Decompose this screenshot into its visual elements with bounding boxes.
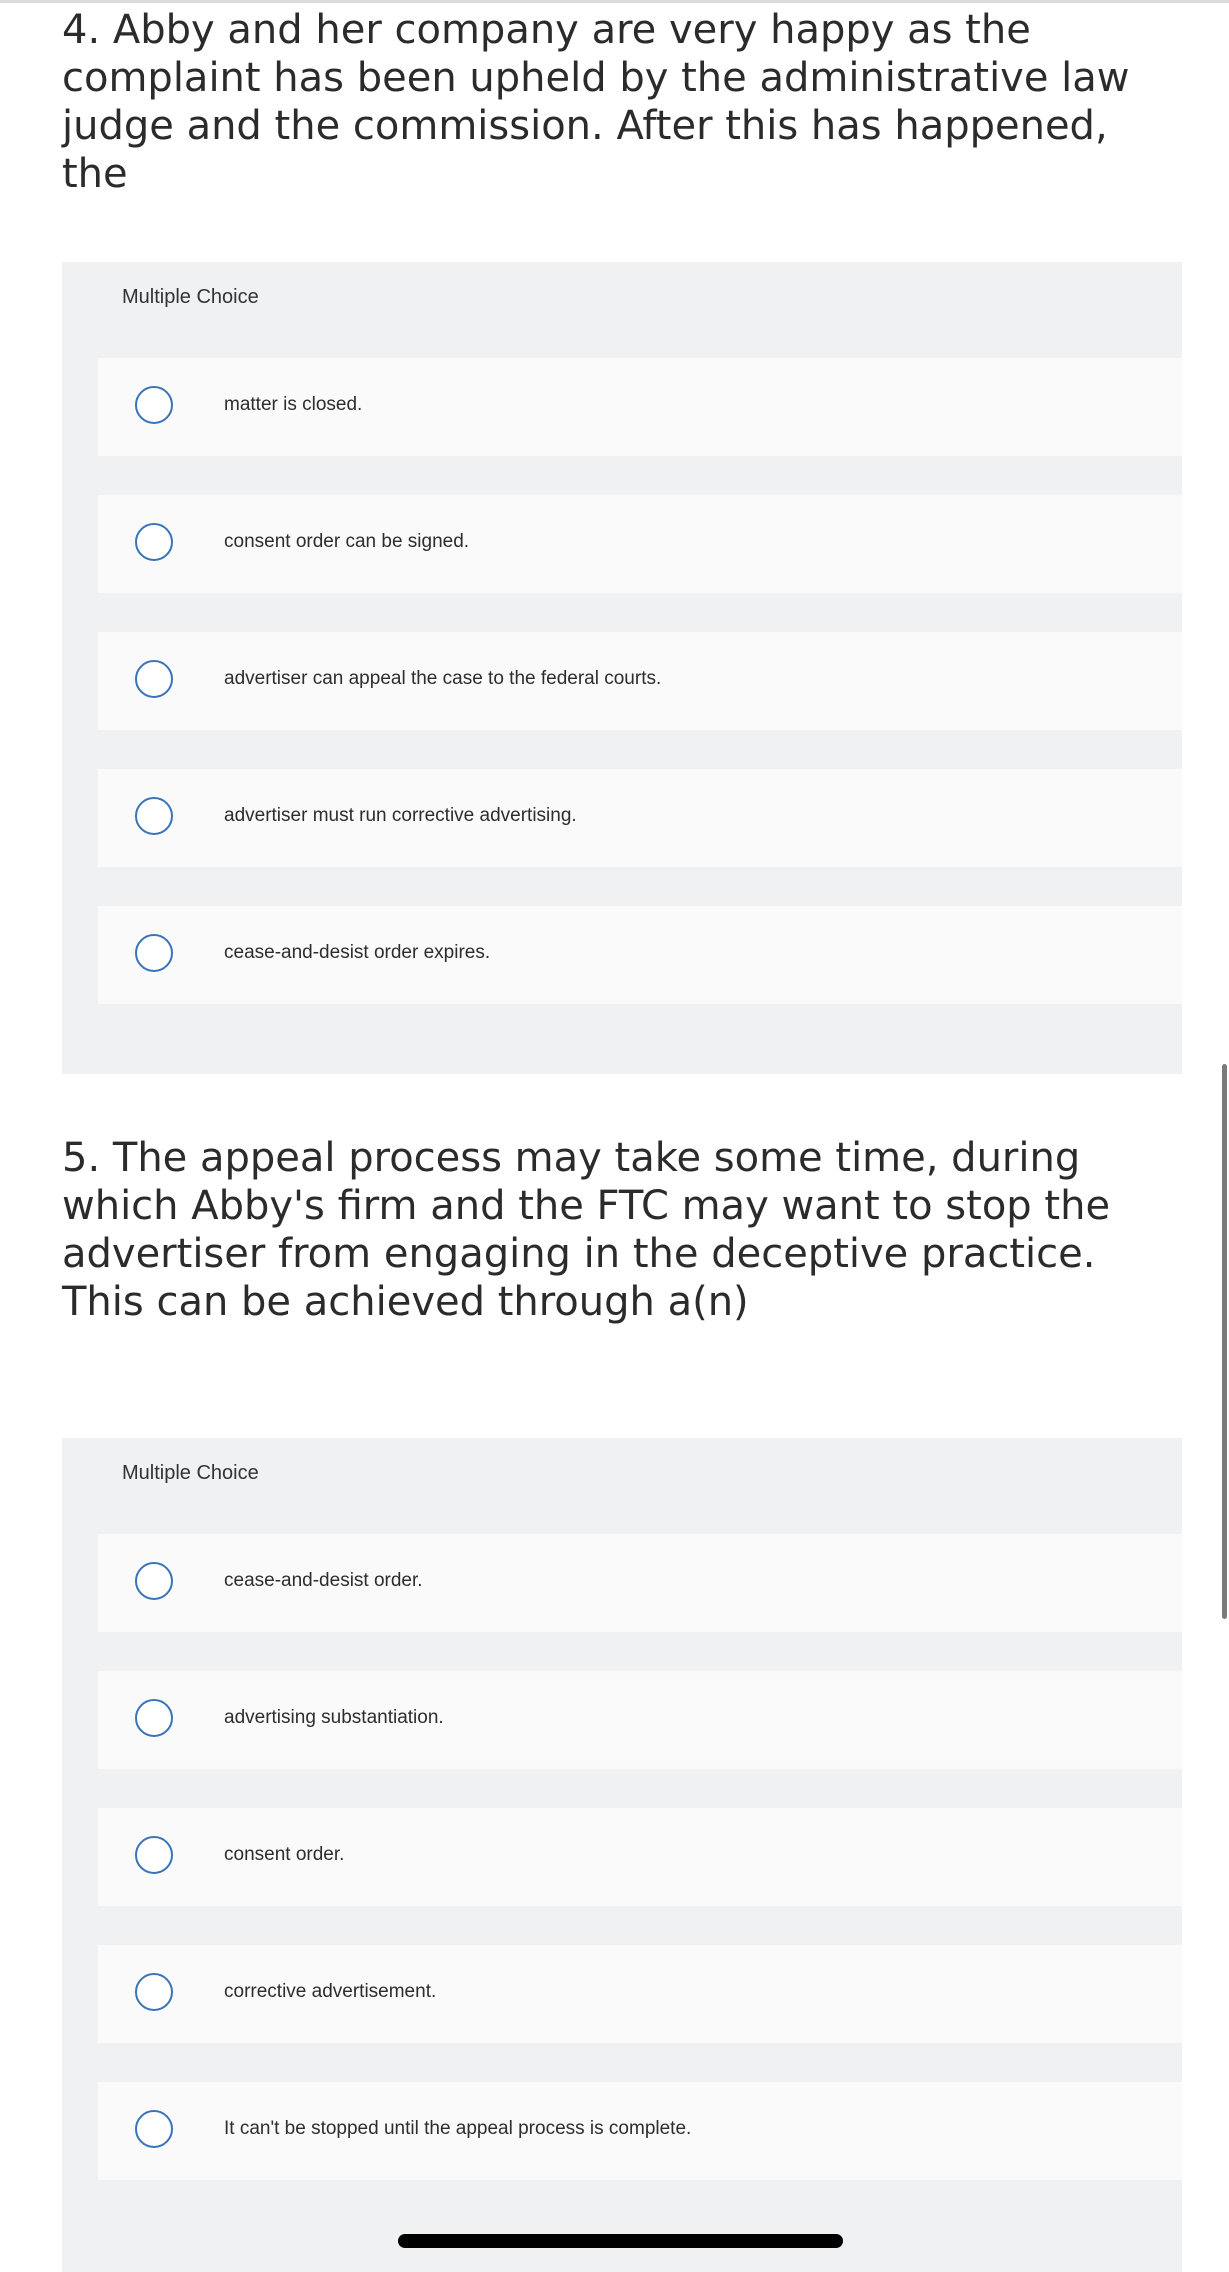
option-label: consent order. [224,1844,345,1865]
q5-option-d[interactable] [98,1945,1182,2043]
question-4-multiple-choice-panel [62,262,1182,1074]
top-divider [0,0,1229,3]
option-label: matter is closed. [224,394,363,415]
scrollbar-thumb[interactable] [1222,1064,1227,1619]
option-label: consent order can be signed. [224,531,470,552]
option-label: corrective advertisement. [224,1981,437,2002]
option-label: advertiser must run corrective advertising. [224,805,577,826]
radio-button-icon[interactable] [135,1973,173,2011]
q5-option-b[interactable] [98,1671,1182,1769]
q4-option-b[interactable] [98,495,1182,593]
radio-button-icon[interactable] [135,1562,173,1600]
multiple-choice-header: Multiple Choice [122,286,259,308]
q5-option-a[interactable] [98,1534,1182,1632]
option-label: advertising substantiation. [224,1707,444,1728]
radio-button-icon[interactable] [135,934,173,972]
q4-option-e[interactable] [98,906,1182,1004]
q4-option-a[interactable] [98,358,1182,456]
option-label: advertiser can appeal the case to the federal courts. [224,668,662,689]
radio-button-icon[interactable] [135,660,173,698]
q5-option-e[interactable] [98,2082,1182,2180]
q4-option-c[interactable] [98,632,1182,730]
question-4-prompt: 4. Abby and her company are very happy as the complaint has been upheld by the administrative law judge and the commission. After this has happened, the [62,7,1130,197]
radio-button-icon[interactable] [135,2110,173,2148]
radio-button-icon[interactable] [135,797,173,835]
option-label: cease-and-desist order. [224,1570,423,1591]
radio-button-icon[interactable] [135,523,173,561]
multiple-choice-header: Multiple Choice [122,1462,259,1484]
q5-option-c[interactable] [98,1808,1182,1906]
option-label: It can't be stopped until the appeal process is complete. [224,2118,692,2139]
option-label: cease-and-desist order expires. [224,942,491,963]
radio-button-icon[interactable] [135,1699,173,1737]
radio-button-icon[interactable] [135,1836,173,1874]
question-5-multiple-choice-panel [62,1438,1182,2272]
question-5-prompt: 5. The appeal process may take some time, during which Abby's firm and the FTC may want to stop the advertiser from engaging in the deceptive practice. This can be achieved through a(n) [62,1135,1111,1325]
home-indicator-bar[interactable] [398,2234,843,2248]
radio-button-icon[interactable] [135,386,173,424]
q4-option-d[interactable] [98,769,1182,867]
